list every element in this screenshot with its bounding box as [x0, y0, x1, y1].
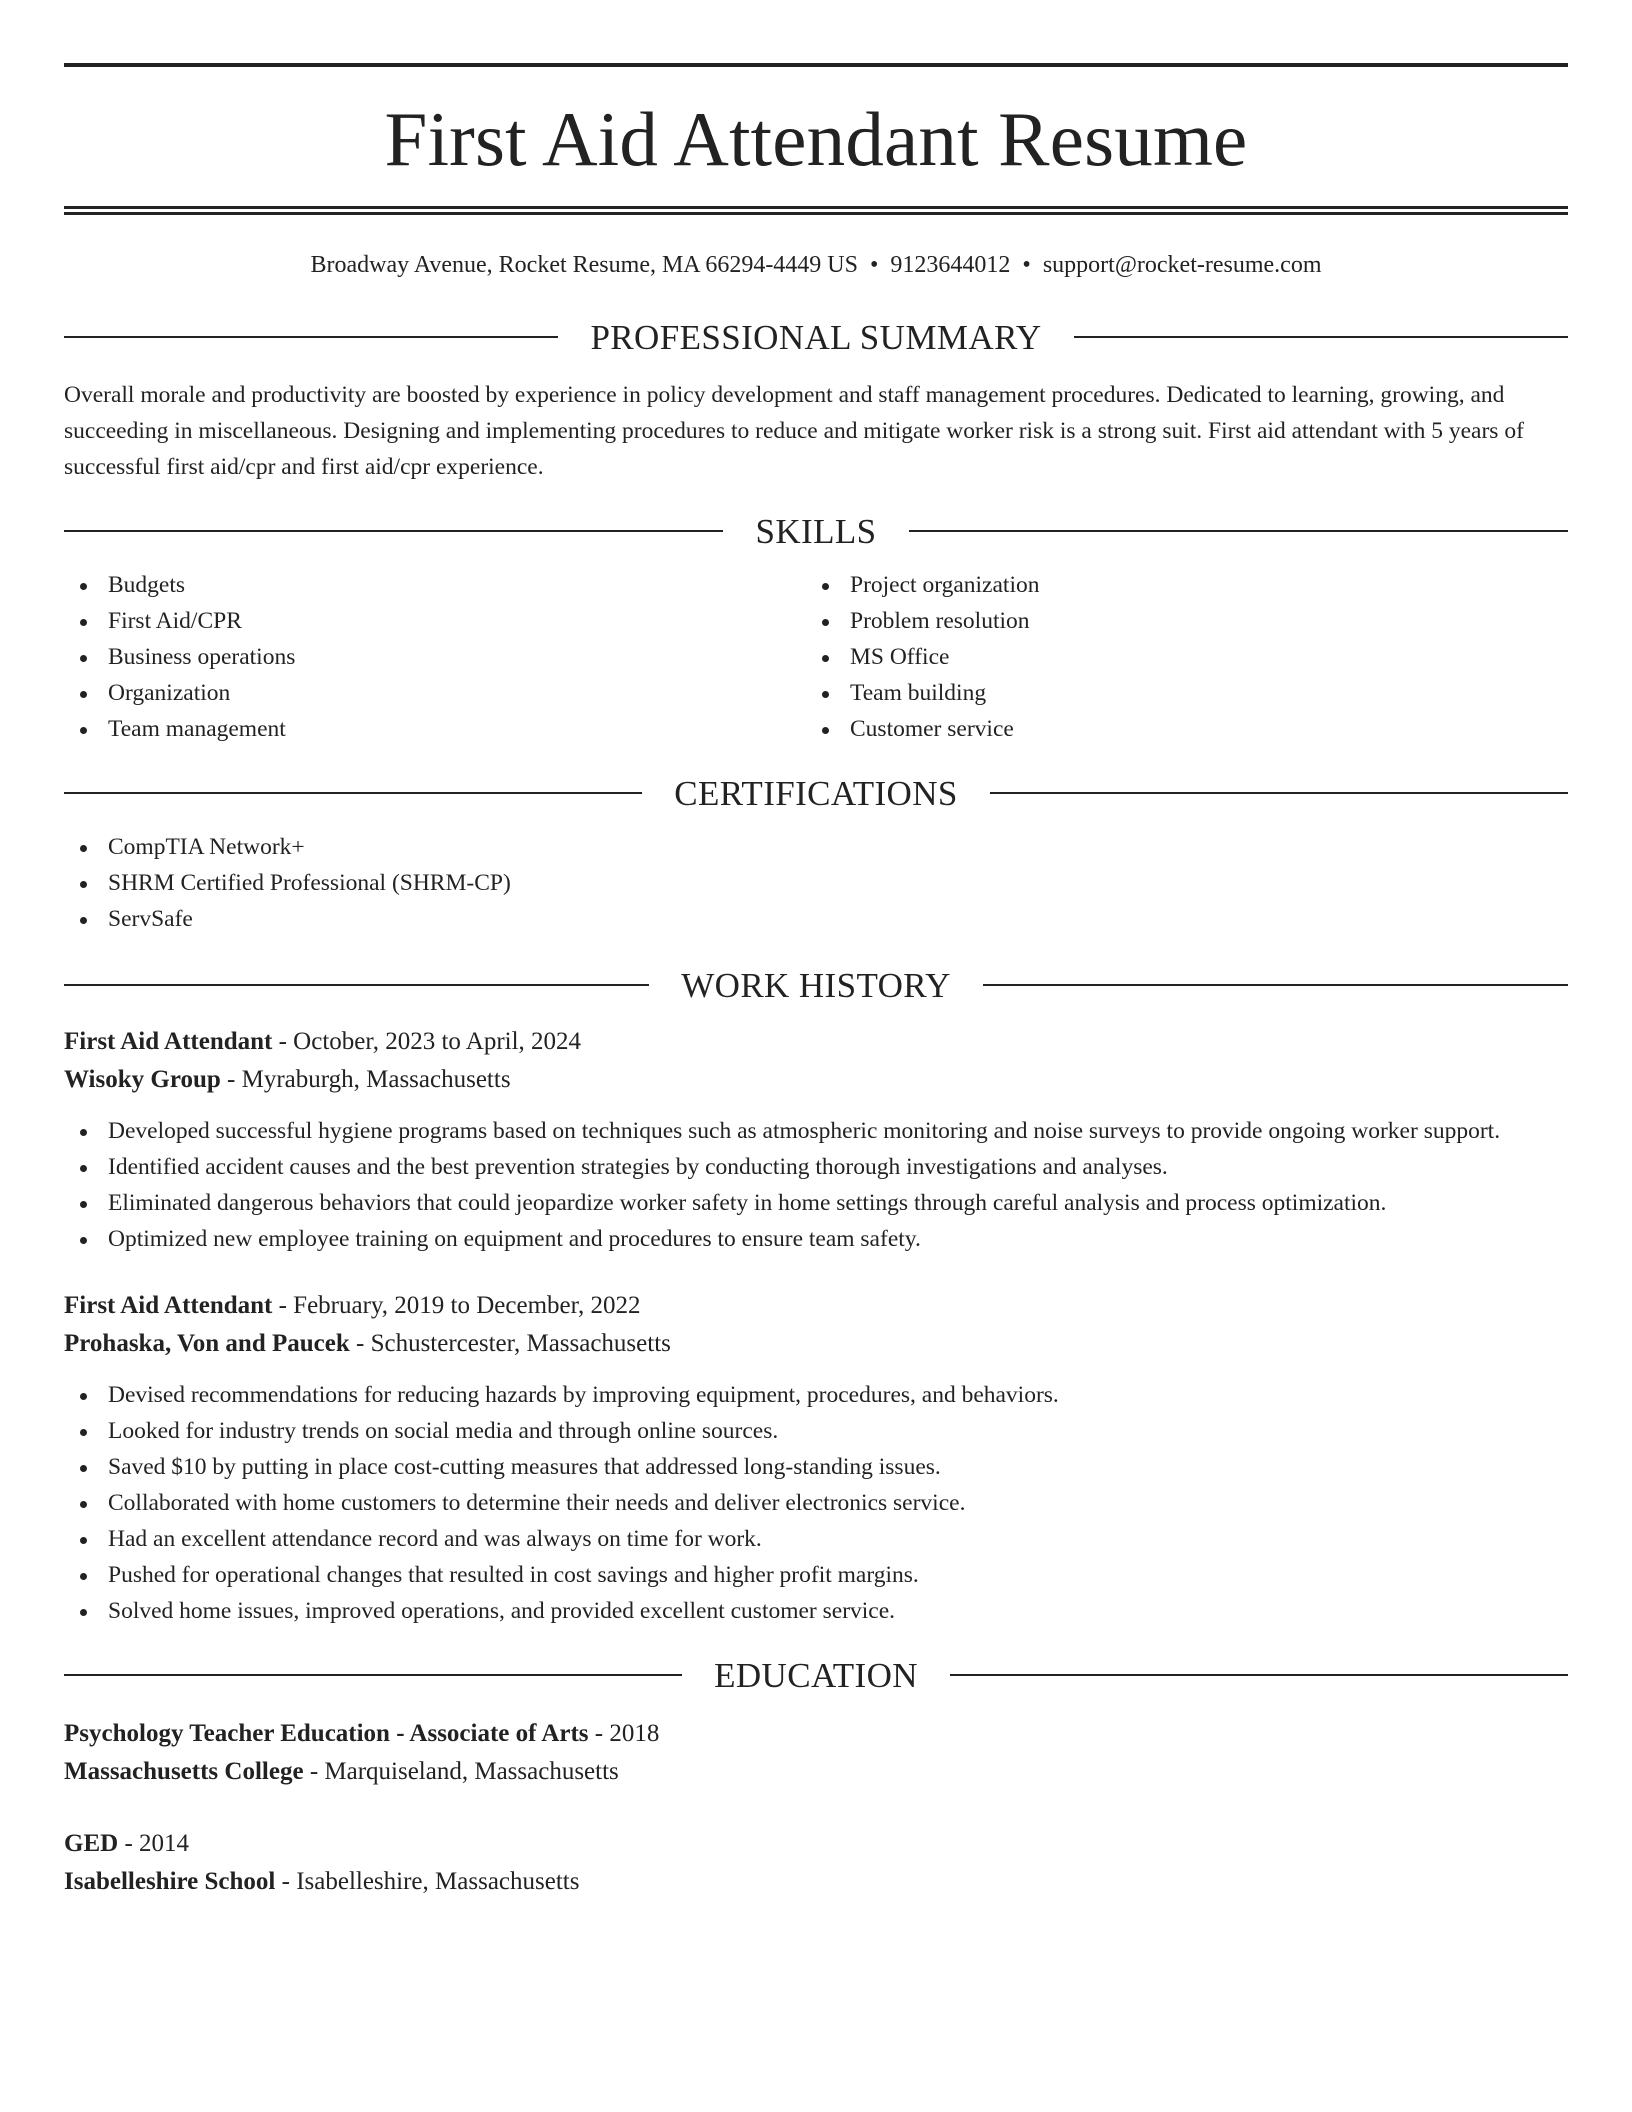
job-title-line: [64, 1023, 1568, 1061]
heading-rule: [64, 530, 723, 532]
job-bullet: Optimized new employee training on equipment and procedures to ensure team safety.: [64, 1221, 1568, 1257]
section-title: PROFESSIONAL SUMMARY: [590, 317, 1042, 357]
skills-list-right: [806, 567, 1548, 747]
heading-rule: [950, 1674, 1568, 1676]
education-degree: GED: [64, 1830, 119, 1857]
top-rule: [64, 63, 1568, 67]
education-entry: [64, 1825, 1568, 1901]
heading-rule: [990, 792, 1568, 794]
skill-item: Project organization: [806, 567, 1548, 603]
skill-item: Budgets: [64, 567, 806, 603]
heading-rule: [64, 792, 642, 794]
job-bullet: Saved $10 by putting in place cost-cutting measures that addressed long-standing issues.: [64, 1449, 1568, 1485]
job-bullet: Solved home issues, improved operations, and provided excellent customer service.: [64, 1593, 1568, 1629]
section-title: EDUCATION: [714, 1655, 918, 1695]
job-bullet: Identified accident causes and the best prevention strategies by conducting thorough investigations and analyses.: [64, 1149, 1568, 1185]
heading-rule: [909, 530, 1568, 532]
heading-rule: [64, 336, 558, 338]
job-bullet: Looked for industry trends on social media and through online sources.: [64, 1413, 1568, 1449]
job-entry: [64, 1287, 1568, 1629]
contact-separator: •: [1022, 252, 1031, 278]
section-heading-certifications: [64, 773, 1568, 813]
job-company-line: [64, 1325, 1568, 1363]
job-bullet: Collaborated with home customers to determine their needs and deliver electronics service.: [64, 1485, 1568, 1521]
job-bullets: [64, 1377, 1568, 1629]
skills-columns: [64, 567, 1568, 747]
education-year: - 2018: [588, 1720, 660, 1747]
job-dates: - February, 2019 to December, 2022: [272, 1292, 641, 1319]
education-school: Massachusetts College: [64, 1758, 304, 1785]
job-title-line: [64, 1287, 1568, 1325]
heading-rule: [983, 984, 1568, 986]
job-entry: [64, 1023, 1568, 1257]
certification-item: ServSafe: [64, 901, 1568, 937]
certification-item: CompTIA Network+: [64, 829, 1568, 865]
contact-line: [64, 253, 1568, 277]
summary-text: Overall morale and productivity are boosted by experience in policy development and staff management procedures. Dedicated to learning, growing, and succeeding in miscellaneous. Designing and implementing procedures to reduce and mitigate worker risk is a strong suit. First aid attendant with 5 years of successful first aid/cpr and first aid/cpr experience.: [64, 382, 1524, 480]
title-double-rule: [64, 206, 1568, 215]
skill-item: Business operations: [64, 639, 806, 675]
skill-item: Customer service: [806, 711, 1548, 747]
section-title: CERTIFICATIONS: [674, 773, 958, 813]
job-bullet: Developed successful hygiene programs based on techniques such as atmospheric monitoring and noise surveys to provide ongoing worker support.: [64, 1113, 1568, 1149]
education-school-line: [64, 1863, 1568, 1901]
section-title: SKILLS: [755, 511, 877, 551]
job-location: - Myraburgh, Massachusetts: [220, 1066, 511, 1093]
skill-item: Organization: [64, 675, 806, 711]
contact-address: Broadway Avenue, Rocket Resume, MA 66294-4449 US: [310, 252, 858, 278]
job-bullet: Devised recommendations for reducing hazards by improving equipment, procedures, and behaviors.: [64, 1377, 1568, 1413]
contact-separator: •: [870, 252, 879, 278]
education-entry: [64, 1715, 1568, 1791]
section-heading-skills: [64, 511, 1568, 551]
education-year: - 2014: [118, 1830, 190, 1857]
skill-item: First Aid/CPR: [64, 603, 806, 639]
job-dates: - October, 2023 to April, 2024: [272, 1028, 582, 1055]
education-school: Isabelleshire School: [64, 1868, 276, 1895]
heading-rule: [64, 1674, 682, 1676]
job-bullets: [64, 1113, 1568, 1257]
education-degree: Psychology Teacher Education - Associate of Arts: [64, 1720, 589, 1747]
heading-rule: [1074, 336, 1568, 338]
certification-item: SHRM Certified Professional (SHRM-CP): [64, 865, 1568, 901]
education-degree-line: [64, 1825, 1568, 1863]
section-heading-summary: [64, 317, 1568, 357]
certifications-list: [64, 829, 1568, 937]
education-school-line: [64, 1753, 1568, 1791]
job-title: First Aid Attendant: [64, 1292, 273, 1319]
skill-item: Team management: [64, 711, 806, 747]
skill-item: Team building: [806, 675, 1548, 711]
section-heading-work-history: [64, 965, 1568, 1005]
job-company: Wisoky Group: [64, 1066, 221, 1093]
job-company-line: [64, 1061, 1568, 1099]
contact-email: support@rocket-resume.com: [1042, 252, 1322, 278]
education-location: - Marquiseland, Massachusetts: [303, 1758, 619, 1785]
job-company: Prohaska, Von and Paucek: [64, 1330, 350, 1357]
section-heading-education: [64, 1655, 1568, 1695]
job-title: First Aid Attendant: [64, 1028, 273, 1055]
section-title: WORK HISTORY: [681, 965, 951, 1005]
resume-title: First Aid Attendant Resume: [384, 96, 1248, 182]
education-degree-line: [64, 1715, 1568, 1753]
job-location: - Schustercester, Massachusetts: [349, 1330, 671, 1357]
job-bullet: Had an excellent attendance record and was always on time for work.: [64, 1521, 1568, 1557]
job-bullet: Pushed for operational changes that resulted in cost savings and higher profit margins.: [64, 1557, 1568, 1593]
skill-item: MS Office: [806, 639, 1548, 675]
contact-phone: 9123644012: [890, 252, 1011, 278]
education-location: - Isabelleshire, Massachusetts: [275, 1868, 580, 1895]
skills-list-left: [64, 567, 806, 747]
job-bullet: Eliminated dangerous behaviors that could jeopardize worker safety in home settings through careful analysis and process optimization.: [64, 1185, 1568, 1221]
heading-rule: [64, 984, 649, 986]
skill-item: Problem resolution: [806, 603, 1548, 639]
